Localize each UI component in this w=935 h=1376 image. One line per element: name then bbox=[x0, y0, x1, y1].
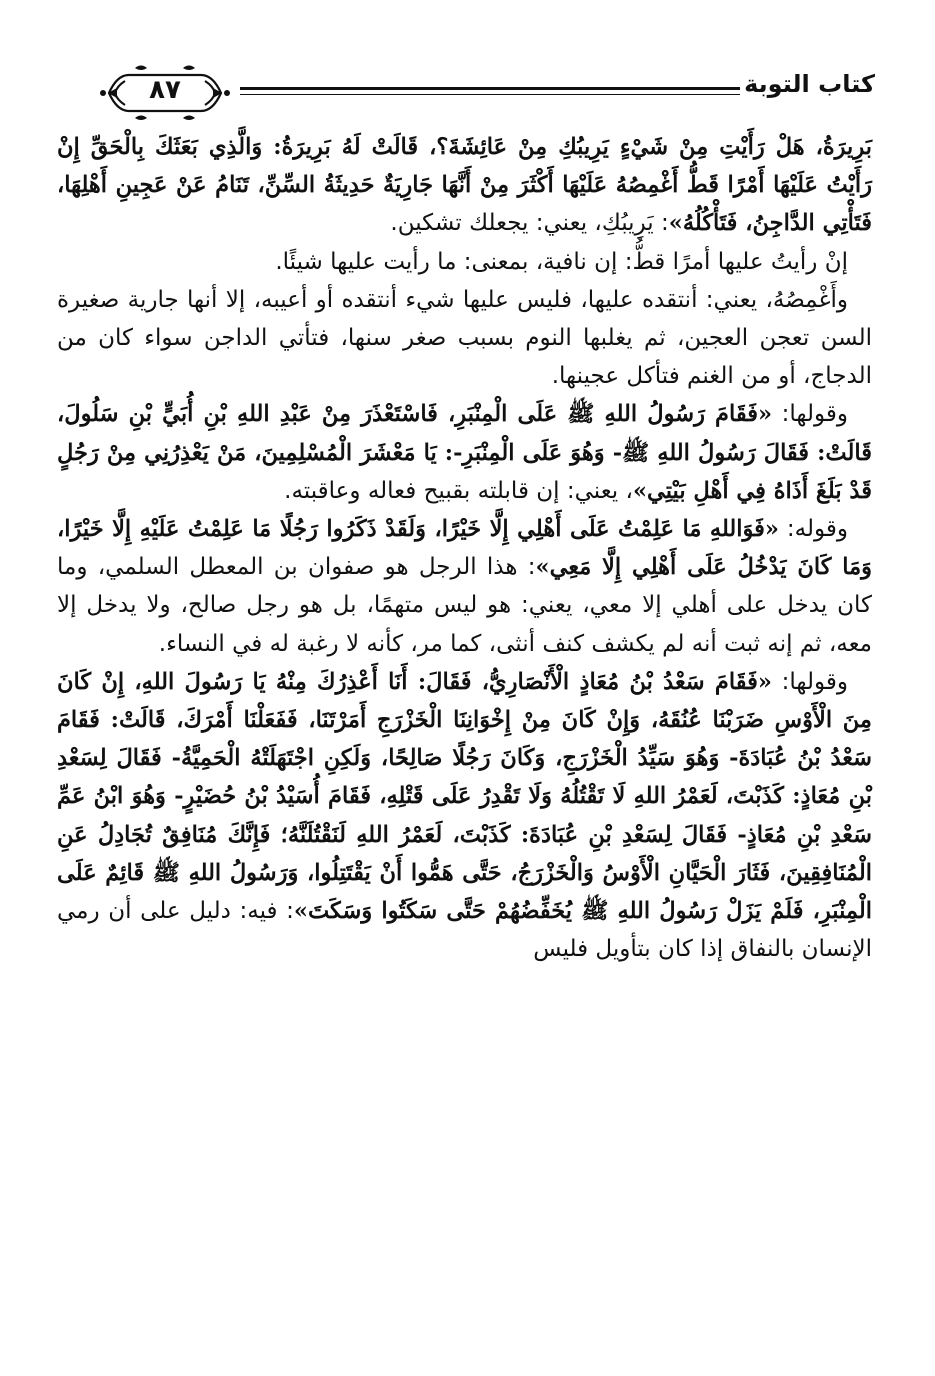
running-title: كتاب التوبة bbox=[744, 70, 875, 98]
text-body bbox=[57, 128, 872, 968]
commentary-text: : فيه: دليل على أن رمي الإنسان بالنفاق إذا كان بتأويل فليس bbox=[57, 898, 872, 963]
paragraph bbox=[57, 395, 872, 510]
commentary-text: وقولها: bbox=[772, 401, 848, 428]
header-rule bbox=[240, 87, 740, 95]
paragraph bbox=[57, 663, 872, 969]
paragraph bbox=[57, 510, 872, 663]
commentary-text: وقولها: bbox=[771, 668, 848, 695]
paragraph bbox=[57, 281, 872, 396]
hadith-quote: «فَوَاللهِ مَا عَلِمْتُ عَلَى أَهْلِي إِلَّا خَيْرًا، وَلَقَدْ ذَكَرُوا رَجُلًا مَا عَلِمْتُ عَلَيْهِ إِلَّا خَيْرًا، وَمَا كَانَ يَدْخُلُ عَلَى أَهْلِي إِلَّا مَعِي» bbox=[57, 516, 873, 581]
page-number: ٨٧ bbox=[149, 75, 181, 105]
commentary-text: : يَرِيبُكِ، يعني: يجعلك تشكين. bbox=[390, 210, 669, 237]
commentary-text: : هذا الرجل هو صفوان بن المعطل السلمي، وما كان يدخل على أهلي إلا معي، يعني: هو ليس متهمًا، بل هو رجل صالح، ولا يدخل إلا معه، ثم إنه ثبت أنه لم يكشف كنف أنثى، كما مر، كأنه لا رغبة له في النساء. bbox=[57, 554, 872, 657]
commentary-text: ، يعني: إن قابلته بقبيح فعاله وعاقبته. bbox=[284, 477, 633, 504]
commentary-text: إنْ رأيتُ عليها أمرًا قطُّ: إن نافية، بمعنى: ما رأيت عليها شيئًا. bbox=[275, 248, 848, 275]
hadith-quote: «فَقَامَ سَعْدُ بْنُ مُعَاذٍ الْأَنْصَارِيُّ، فَقَالَ: أَنَا أَعْذِرُكَ مِنْهُ يَا رَسُولَ اللهِ، إِنْ كَانَ مِنَ الْأَوْسِ ضَرَبْنَا عُنُقَهُ، وَإِنْ كَانَ مِنْ إِخْوَانِنَا الْخَزْرَجِ أَمَرْتَنَا، فَفَعَلْنَا أَمْرَكَ، قَالَتْ: فَقَامَ سَعْدُ بْنُ عُبَادَةَ- وَهُوَ سَيِّدُ الْخَزْرَجِ، وَكَانَ رَجُلًا صَالِحًا، وَلَكِنِ اجْتَهَلَتْهُ الْحَمِيَّةُ- فَقَالَ لِسَعْدِ بْنِ مُعَاذٍ: كَذَبْتَ، لَعَمْرُ اللهِ لَا تَقْتُلُهُ وَلَا تَقْدِرُ عَلَى قَتْلِهِ، فَقَامَ أُسَيْدُ بْنُ حُضَيْرٍ- وَهُوَ ابْنُ عَمِّ سَعْدِ بْنِ مُعَاذٍ- فَقَالَ لِسَعْدِ بْنِ عُبَادَةَ: كَذَبْتَ، لَعَمْرُ اللهِ لَنَقْتُلَنَّهُ؛ فَإِنَّكَ مُنَافِقٌ تُجَادِلُ عَنِ الْمُنَافِقِينَ، فَثَارَ الْحَيَّانِ الْأَوْسُ وَالْخَزْرَجُ، حَتَّى هَمُّوا أَنْ يَقْتَتِلُوا، وَرَسُولُ اللهِ ﷺ قَائِمٌ عَلَى الْمِنْبَرِ، فَلَمْ يَزَلْ رَسُولُ اللهِ ﷺ يُخَفِّضُهُمْ حَتَّى سَكَتُوا وَسَكَتَ» bbox=[57, 668, 872, 925]
hadith-quote: «فَقَامَ رَسُولُ اللهِ ﷺ عَلَى الْمِنْبَرِ، فَاسْتَعْذَرَ مِنْ عَبْدِ اللهِ بْنِ أُبَيٍّ بْنِ سَلُولَ، قَالَتْ: فَقَالَ رَسُولُ اللهِ ﷺ- وَهُوَ عَلَى الْمِنْبَرِ-: يَا مَعْشَرَ الْمُسْلِمِينَ، مَنْ يَعْذِرُنِي مِنْ رَجُلٍ قَدْ بَلَغَ أَذَاهُ فِي أَهْلِ بَيْتِي» bbox=[57, 401, 872, 504]
page-number-ornament bbox=[95, 58, 235, 128]
paragraph bbox=[57, 243, 872, 281]
commentary-text: وقوله: bbox=[778, 516, 848, 543]
hadith-quote: بَرِيرَةُ، هَلْ رَأَيْتِ مِنْ شَيْءٍ يَرِيبُكِ مِنْ عَائِشَةَ؟، قَالَتْ لَهُ بَرِيرَةُ: وَالَّذِي بَعَثَكَ بِالْحَقِّ إِنْ رَأَيْتُ عَلَيْهَا أَمْرًا قَطُّ أَغْمِصُهُ عَلَيْهَا أَكْثَرَ مِنْ أَنَّهَا جَارِيَةٌ حَدِيثَةُ السِّنِّ، تَنَامُ عَنْ عَجِينِ أَهْلِهَا، فَتَأْتِي الدَّاجِنُ، فَتَأْكُلُهُ» bbox=[57, 134, 872, 237]
page-header bbox=[95, 58, 875, 128]
commentary-text: وأَغْمِصُهُ، يعني: أنتقده عليها، فليس عليها شيء أنتقده أو أعيبه، إلا أنها جارية صغيرة السن تعجن العجين، ثم يغلبها النوم بسبب صغر سنها، فتأتي الداجن سواء كان من الدجاج، أو من الغنم فتأكل عجينها. bbox=[57, 286, 872, 390]
paragraph bbox=[57, 128, 872, 243]
